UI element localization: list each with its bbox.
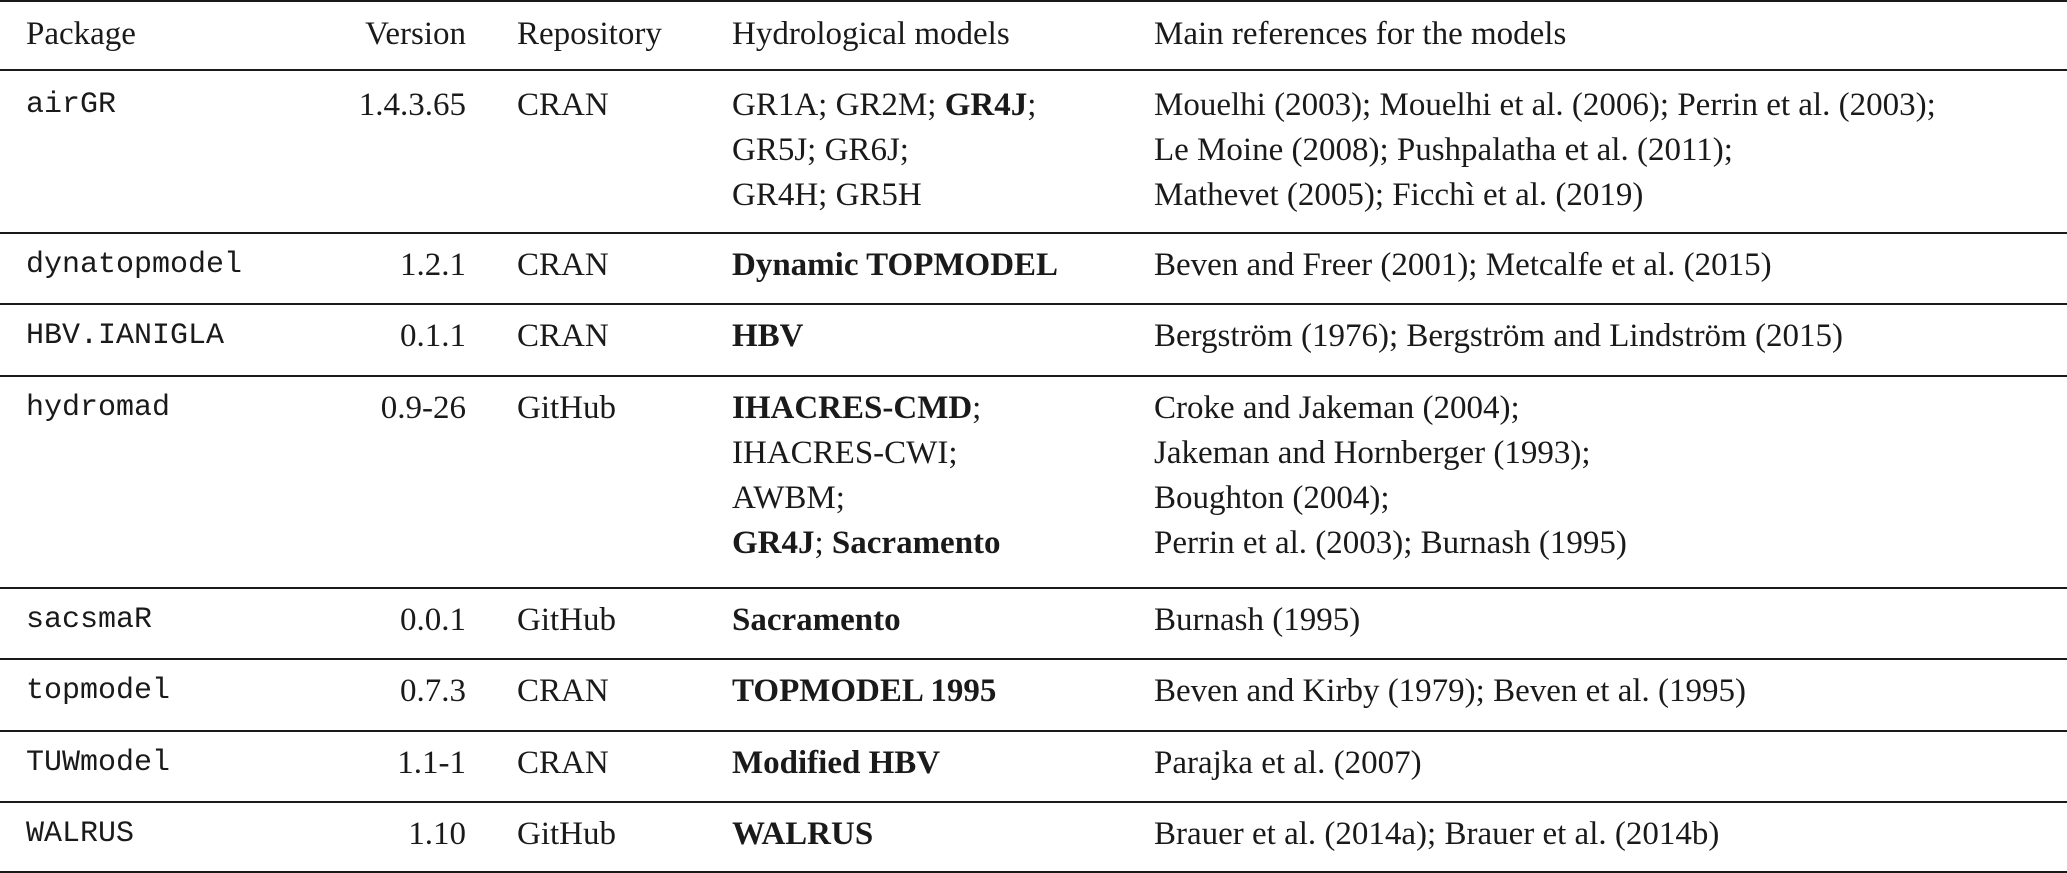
reference-line: Boughton (2004);: [1154, 480, 1390, 516]
cell-repository: CRAN: [517, 745, 609, 781]
cell-references: [1154, 598, 1360, 643]
cell-version: 1.1-1: [397, 745, 466, 781]
model-text: ;: [972, 390, 982, 426]
header-repository: Repository: [517, 16, 662, 52]
reference-line: Perrin et al. (2003); Burnash (1995): [1154, 525, 1627, 561]
model-line: [732, 476, 1001, 521]
model-name-bold: Sacramento: [732, 602, 901, 638]
cell-repository: GitHub: [517, 816, 616, 852]
cell-references: [1154, 812, 1719, 857]
model-line: [732, 812, 873, 857]
reference-line: Le Moine (2008); Pushpalatha et al. (2011);: [1154, 132, 1733, 168]
model-name-bold: Modified HBV: [732, 745, 941, 781]
model-name-bold: WALRUS: [732, 816, 874, 852]
reference-line: Jakeman and Hornberger (1993);: [1154, 435, 1591, 471]
row-rule: [0, 658, 2067, 660]
cell-models: [732, 669, 996, 714]
cell-package: hydromad: [26, 391, 171, 425]
cell-version: 1.10: [408, 816, 466, 852]
reference-line: Beven and Kirby (1979); Beven et al. (1995): [1154, 673, 1747, 709]
cell-models: [732, 598, 901, 643]
cell-package: WALRUS: [26, 817, 135, 851]
cell-repository: CRAN: [517, 247, 609, 283]
model-line: [732, 521, 1001, 566]
reference-line: Beven and Freer (2001); Metcalfe et al. (2015): [1154, 247, 1772, 283]
cell-models: [732, 314, 804, 359]
cell-package: sacsmaR: [26, 603, 153, 637]
model-name-bold: IHACRES-CMD: [732, 390, 973, 426]
reference-line: Parajka et al. (2007): [1154, 745, 1422, 781]
cell-models: [732, 83, 1036, 218]
model-line: [732, 314, 804, 359]
reference-line: Mouelhi (2003); Mouelhi et al. (2006); Perrin et al. (2003);: [1154, 87, 1936, 123]
model-name-bold: GR4J: [944, 87, 1028, 123]
header-rule: [0, 69, 2067, 71]
cell-models: [732, 243, 1058, 288]
cell-repository: CRAN: [517, 673, 609, 709]
cell-references: [1154, 741, 1422, 786]
model-name-bold: GR4J: [732, 525, 815, 561]
reference-line: Croke and Jakeman (2004);: [1154, 390, 1520, 426]
reference-line: Brauer et al. (2014a); Brauer et al. (2014b): [1154, 816, 1720, 852]
cell-version: 0.7.3: [400, 673, 466, 709]
reference-line: Mathevet (2005); Ficchì et al. (2019): [1154, 177, 1644, 213]
row-rule: [0, 801, 2067, 803]
cell-package: TUWmodel: [26, 746, 171, 780]
cell-repository: GitHub: [517, 602, 616, 638]
model-line: [732, 431, 1001, 476]
model-name-bold: Dynamic TOPMODEL: [732, 247, 1059, 283]
cell-references: [1154, 669, 1746, 714]
cell-models: [732, 741, 940, 786]
cell-models: [732, 386, 1001, 566]
cell-version: 0.0.1: [400, 602, 466, 638]
cell-package: topmodel: [26, 674, 171, 708]
cell-version: 0.1.1: [400, 318, 466, 354]
row-rule: [0, 375, 2067, 377]
cell-models: [732, 812, 873, 857]
cell-repository: GitHub: [517, 390, 616, 426]
cell-package: dynatopmodel: [26, 248, 243, 282]
cell-version: 1.2.1: [400, 247, 466, 283]
model-text: AWBM;: [732, 480, 845, 516]
cell-references: [1154, 314, 1843, 359]
top-rule: [0, 0, 2067, 2]
model-text: IHACRES-CWI;: [732, 435, 958, 471]
header-version: Version: [365, 16, 466, 52]
model-name-bold: Sacramento: [831, 525, 1001, 561]
cell-repository: CRAN: [517, 87, 609, 123]
model-line: [732, 598, 901, 643]
model-line: [732, 83, 1036, 128]
reference-line: Burnash (1995): [1154, 602, 1361, 638]
cell-repository: CRAN: [517, 318, 609, 354]
model-line: [732, 173, 1036, 218]
cell-version: 0.9-26: [380, 390, 466, 426]
cell-version: 1.4.3.65: [358, 87, 466, 123]
cell-package: airGR: [26, 88, 117, 122]
cell-package: HBV.IANIGLA: [26, 319, 225, 353]
cell-references: [1154, 243, 1772, 288]
model-name-bold: HBV: [732, 318, 804, 354]
model-line: [732, 386, 1001, 431]
model-line: [732, 128, 1036, 173]
cell-references: [1154, 386, 1627, 566]
row-rule: [0, 730, 2067, 732]
model-text: GR4H; GR5H: [732, 177, 922, 213]
reference-line: Bergström (1976); Bergström and Lindström (2015): [1154, 318, 1843, 354]
cell-references: [1154, 83, 1936, 218]
model-line: [732, 243, 1058, 288]
model-name-bold: TOPMODEL 1995: [732, 673, 997, 709]
model-line: [732, 741, 940, 786]
row-rule: [0, 303, 2067, 305]
model-text: GR5J; GR6J;: [732, 132, 909, 168]
model-text: GR1A; GR2M;: [732, 87, 945, 123]
header-references: Main references for the models: [1154, 16, 1567, 52]
model-text: ;: [814, 525, 832, 561]
row-rule: [0, 587, 2067, 589]
model-text: ;: [1027, 87, 1037, 123]
row-rule: [0, 232, 2067, 234]
header-package: Package: [26, 16, 136, 52]
model-line: [732, 669, 996, 714]
header-models: Hydrological models: [732, 16, 1010, 52]
